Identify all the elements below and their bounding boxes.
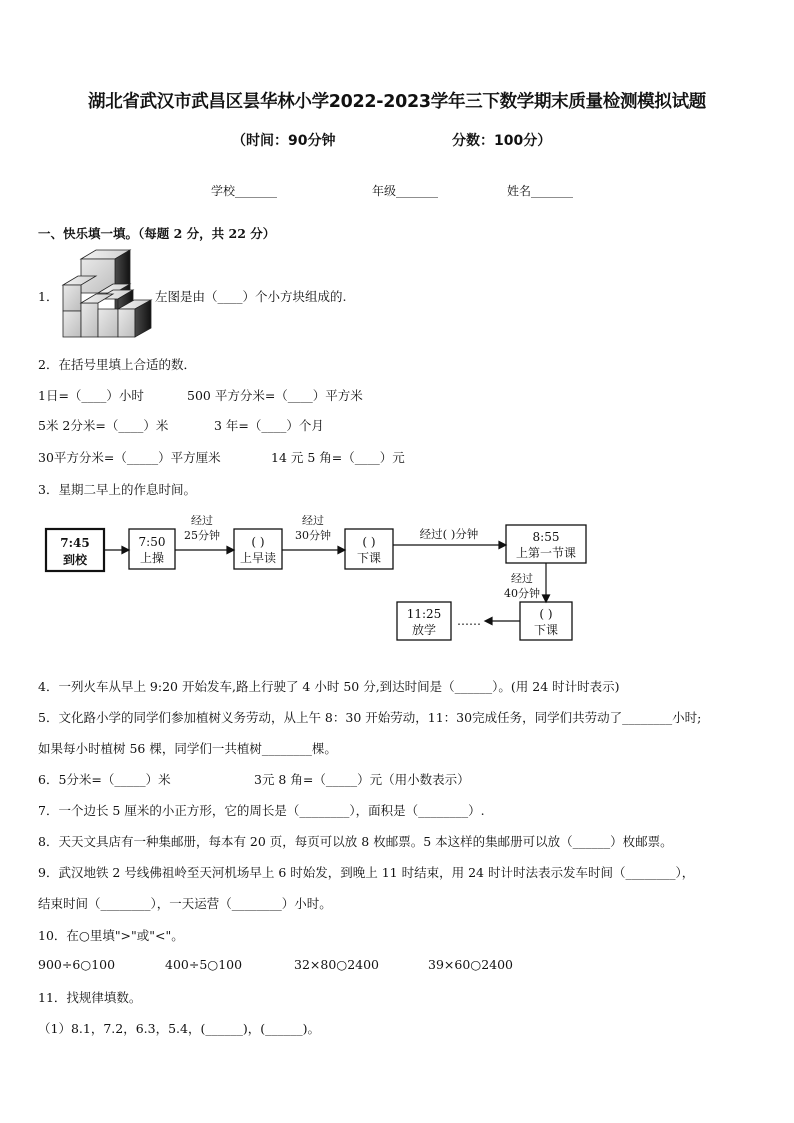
question-7: 7．一个边长 5 厘米的小正方形，它的周长是（________），面积是（________）. — [38, 803, 485, 818]
page-title: 湖北省武汉市武昌区昙华林小学2022-2023学年三下数学期末质量检测模拟试题 — [88, 92, 706, 112]
school-field[interactable]: 学校_______ — [211, 184, 278, 198]
schedule-flowchart — [40, 505, 600, 647]
arrow-label: 经过( )分钟 — [419, 527, 479, 541]
section-heading: 一、快乐填一填。（每题 2 分，共 22 分） — [38, 226, 276, 241]
question-9-cont: 结束时间（________），一天运营（________）小时。 — [38, 896, 332, 911]
break-2-time: ( ) — [539, 607, 553, 621]
question-11-intro: 11．找规律填数。 — [38, 990, 142, 1005]
first-class-time: 8:55 — [532, 530, 560, 544]
question-10-intro: 10．在○里填">"或"<"。 — [38, 928, 184, 943]
arrow-label: 经过 — [302, 514, 324, 527]
first-class-label: 上第一节课 — [515, 546, 577, 560]
name-field[interactable]: 姓名_______ — [507, 184, 574, 198]
arrow-label: 经过 — [191, 514, 213, 527]
break-1-time: ( ) — [362, 535, 376, 549]
question-1-text: 左图是由（____）个小方块组成的. — [155, 289, 347, 304]
question-8: 8．天天文具店有一种集邮册，每本有 20 页，每页可以放 8 枚邮票。5 本这样的集邮册可以放（______）枚邮票。 — [38, 834, 673, 849]
break-2-label: 下课 — [533, 623, 559, 637]
grade-field[interactable]: 年级_______ — [372, 184, 439, 198]
question-9: 9．武汉地铁 2 号线佛祖岭至天河机场早上 6 时始发，到晚上 11 时结束，用 24 时计时法表示发车时间（________）， — [38, 865, 695, 880]
q2-item: 5米 2分米=（____）米 — [38, 418, 169, 433]
school-out-time: 11:25 — [406, 607, 442, 621]
q2-item: 500 平方分米=（____）平方米 — [187, 388, 363, 403]
arrow-label: 30分钟 — [295, 529, 331, 542]
reading-time: ( ) — [251, 535, 265, 549]
question-5-cont: 如果每小时植树 56 棵，同学们一共植树________棵。 — [38, 741, 337, 756]
question-6: 6．5分米=（_____）米 — [38, 772, 171, 787]
exam-score: 分数：100分） — [452, 133, 552, 149]
arrive-time: 7:45 — [60, 536, 90, 550]
question-2-intro: 2．在括号里填上合适的数． — [38, 357, 196, 372]
question-11-sequence: （1）8.1，7.2，6.3，5.4，(______)，(______)。 — [38, 1021, 320, 1036]
comparison-item: 400÷5○100 — [165, 957, 243, 972]
reading-label: 上早读 — [239, 551, 277, 565]
exercise-time: 7:50 — [138, 535, 166, 549]
exercise-label: 上操 — [139, 551, 165, 565]
question-3-intro: 3．星期二早上的作息时间。 — [38, 482, 196, 497]
ellipsis: …… — [457, 614, 481, 628]
question-4: 4．一列火车从早上 9:20 开始发车,路上行驶了 4 小时 50 分,到达时间是（______）。(用 24 时计时表示) — [38, 679, 620, 694]
arrow-label: 经过 — [511, 572, 533, 585]
arrow-label: 40分钟 — [504, 587, 540, 600]
question-number: 1． — [38, 289, 59, 304]
arrive-label: 到校 — [62, 553, 88, 567]
q2-item: 30平方分米=（_____）平方厘米 — [38, 450, 221, 465]
school-out-label: 放学 — [411, 623, 437, 637]
arrow-label: 25分钟 — [184, 529, 220, 542]
comparison-item: 900÷6○100 — [38, 957, 116, 972]
exam-time: （时间：90分钟 — [232, 133, 336, 149]
question-6-part2: 3元 8 角=（_____）元（用小数表示） — [254, 772, 470, 787]
comparison-item: 32×80○2400 — [294, 957, 380, 972]
cube-stack-figure — [58, 247, 154, 339]
q2-item: 1日=（____）小时 — [38, 388, 144, 403]
comparison-item: 39×60○2400 — [428, 957, 514, 972]
question-5: 5．文化路小学的同学们参加植树义务劳动，从上午 8：30 开始劳动，11：30完成任务，同学们共劳动了________小时; — [38, 710, 702, 725]
q2-item: 14 元 5 角=（____）元 — [271, 450, 405, 465]
q2-item: 3 年=（____）个月 — [214, 418, 324, 433]
break-1-label: 下课 — [356, 551, 382, 565]
